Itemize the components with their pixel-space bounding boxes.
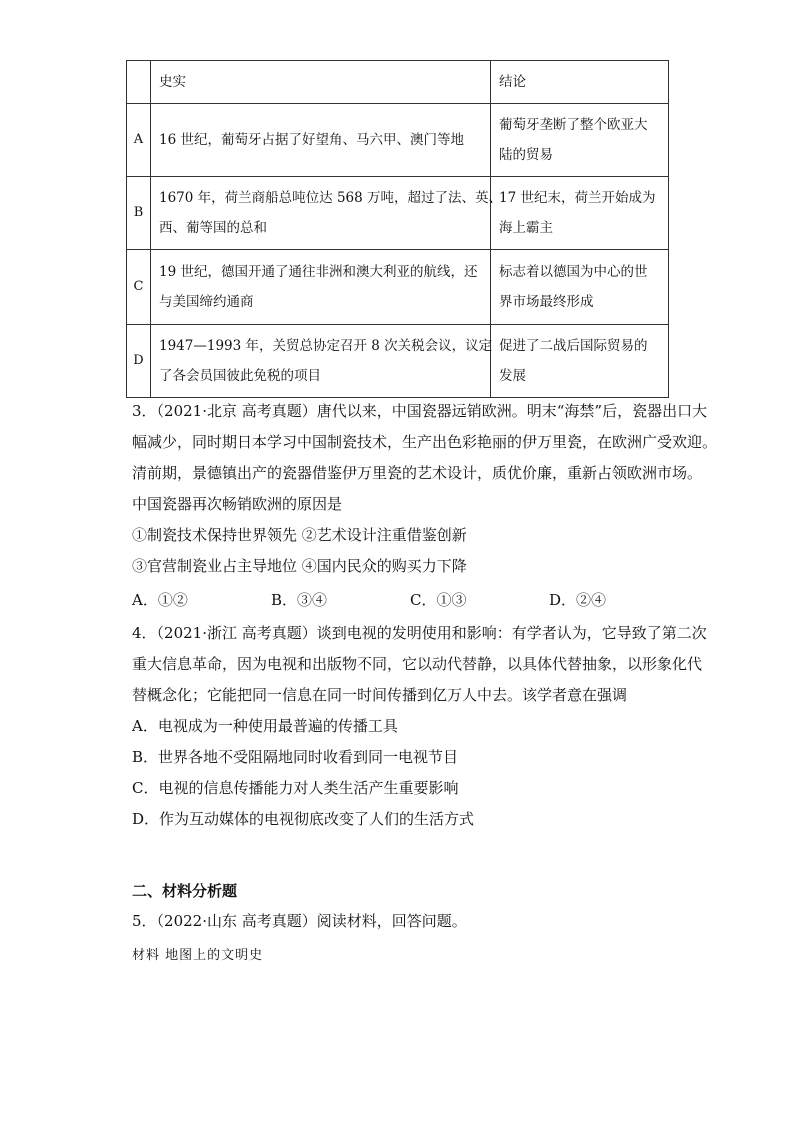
table-row bbox=[127, 104, 669, 177]
option-b[interactable]: B．③④ bbox=[271, 591, 328, 609]
header-label-cell bbox=[127, 61, 151, 104]
row-label: D bbox=[127, 325, 151, 398]
row-fact: 1947—1993 年，关贸总协定召开 8 次关税会议，议定 了各会员国彼此免税的项目 bbox=[151, 325, 491, 398]
row-fact: 19 世纪，德国开通了通往非洲和澳大利亚的航线，还 与美国缔约通商 bbox=[151, 250, 491, 325]
table-row bbox=[127, 250, 669, 325]
row-conclusion: 促进了二战后国际贸易的 发展 bbox=[491, 325, 669, 398]
row-fact: 16 世纪，葡萄牙占据了好望角、马六甲、澳门等地 bbox=[151, 104, 491, 177]
question-3-options bbox=[132, 589, 688, 610]
option-b[interactable]: B．世界各地不受阻隔地同时收看到同一电视节目 bbox=[132, 748, 459, 766]
option-d[interactable]: D．作为互动媒体的电视彻底改变了人们的生活方式 bbox=[132, 810, 475, 828]
header-conclusion-cell: 结论 bbox=[491, 61, 669, 104]
facts-table bbox=[126, 60, 669, 398]
option-c[interactable]: C．①③ bbox=[410, 591, 467, 609]
question-5-stem: 5．（2022·山东 高考真题）阅读材料，回答问题。 bbox=[132, 912, 467, 930]
question-4-stem: 4．（2021·浙江 高考真题）谈到电视的发明使用和影响：有学者认为，它导致了第二次 重大信息革命，因为电视和出版物不同，它以动代替静，以具体代替抽象，以形象化代 替概念化；它能把同一信息在同一时间传播到亿万人中去。该学者意在强调 A．电视成为一种使用最普遍的传播工具 B．世界各地不受阻隔地同时收看到同一电视节目 C．电视的信息传播能力对人类生活产生重要影响 D．作为互动媒体的电视彻底改变了人们的生活方式 bbox=[132, 618, 672, 835]
option-a[interactable]: A．电视成为一种使用最普遍的传播工具 bbox=[132, 717, 398, 735]
row-label: A bbox=[127, 104, 151, 177]
q3-item-line: ①制瓷技术保持世界领先 ②艺术设计注重借鉴创新 bbox=[132, 526, 467, 544]
row-conclusion: 17 世纪末，荷兰开始成为 海上霸主 bbox=[491, 177, 669, 250]
section-title: 二、材料分析题 bbox=[132, 882, 238, 900]
option-a[interactable]: A．①② bbox=[132, 591, 188, 609]
header-fact-cell: 史实 bbox=[151, 61, 491, 104]
option-c[interactable]: C．电视的信息传播能力对人类生活产生重要影响 bbox=[132, 779, 459, 797]
row-conclusion: 标志着以德国为中心的世 界市场最终形成 bbox=[491, 250, 669, 325]
row-fact: 1670 年，荷兰商船总吨位达 568 万吨，超过了法、英、 西、葡等国的总和 bbox=[151, 177, 491, 250]
row-label: C bbox=[127, 250, 151, 325]
row-conclusion: 葡萄牙垄断了整个欧亚大 陆的贸易 bbox=[491, 104, 669, 177]
table-row bbox=[127, 325, 669, 398]
table-row bbox=[127, 177, 669, 250]
table-header-row bbox=[127, 61, 669, 104]
row-label: B bbox=[127, 177, 151, 250]
material-title: 材料 地图上的文明史 bbox=[132, 948, 264, 963]
option-d[interactable]: D．②④ bbox=[549, 591, 607, 609]
q3-item-line: ③官营制瓷业占主导地位 ④国内民众的购买力下降 bbox=[132, 557, 467, 575]
question-3-stem: 3．（2021·北京 高考真题）唐代以来，中国瓷器远销欧洲。明末“海禁”后，瓷器出口大 幅减少，同时期日本学习中国制瓷技术，生产出色彩艳丽的伊万里瓷，在欧洲广受欢迎。 清前期，景德镇出产的瓷器借鉴伊万里瓷的艺术设计，质优价廉，重新占领欧洲市场。 中国瓷器再次畅销欧洲的原因是 ①制瓷技术保持世界领先 ②艺术设计注重借鉴创新 ③官营制瓷业占主导地位 ④国内民众的购买力下降 bbox=[132, 396, 672, 582]
